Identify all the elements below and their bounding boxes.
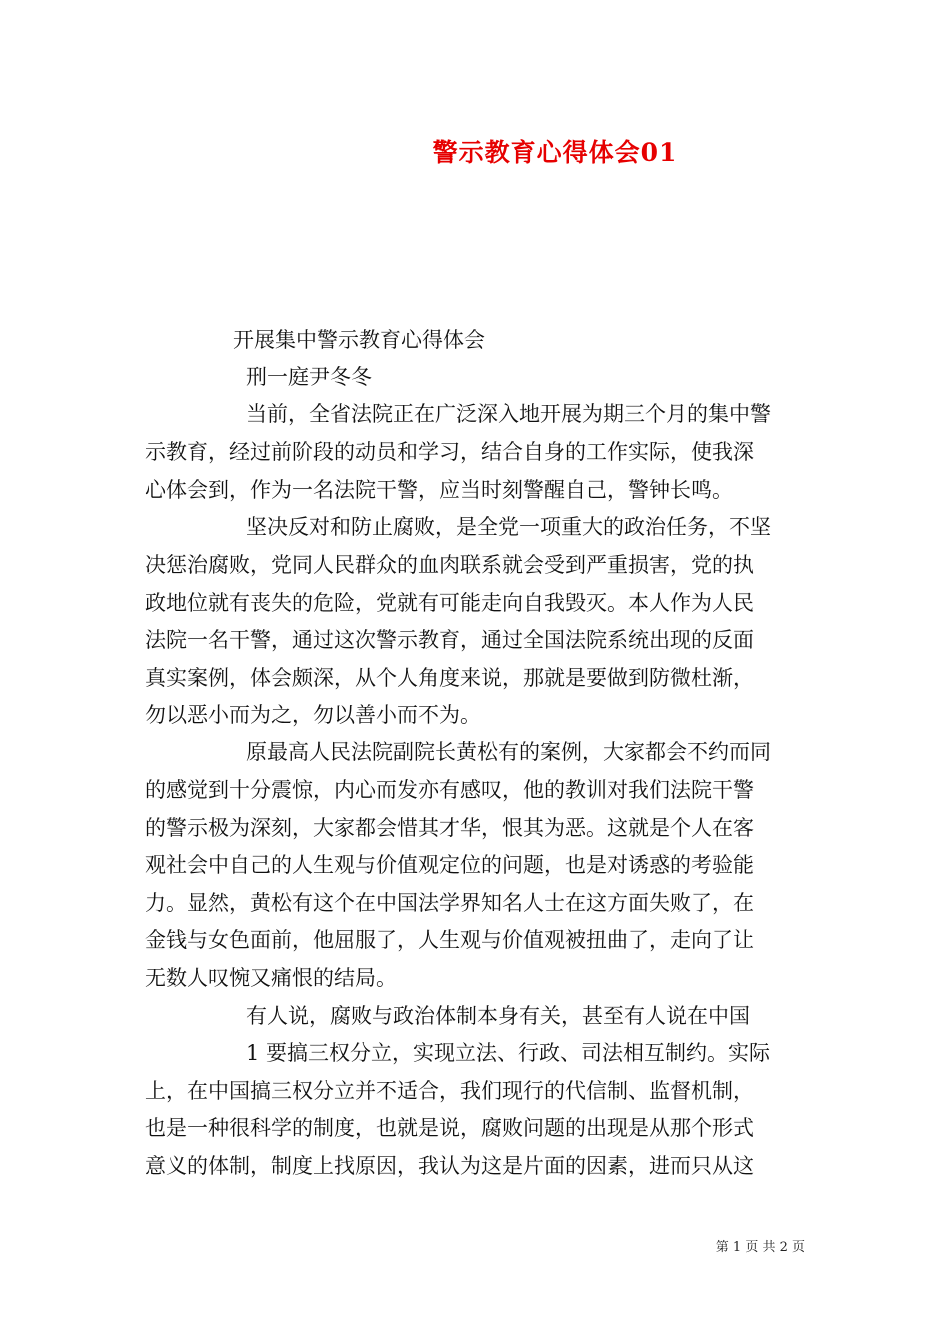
body-line: 示教育，经过前阶段的动员和学习，结合自身的工作实际，使我深 xyxy=(145,440,754,464)
body-line: 观社会中自己的人生观与价值观定位的问题，也是对诱惑的考验能 xyxy=(145,853,754,877)
body-line: 坚决反对和防止腐败，是全党一项重大的政治任务，不坚 xyxy=(246,515,771,539)
body-line: 当前，全省法院正在广泛深入地开展为期三个月的集中警 xyxy=(246,402,771,426)
body-line: 心体会到，作为一名法院干警，应当时刻警醒自己，警钟长鸣。 xyxy=(145,478,733,502)
body-line: 法院一名干警，通过这次警示教育，通过全国法院系统出现的反面 xyxy=(145,628,754,652)
body-line: 金钱与女色面前，他屈服了，人生观与价值观被扭曲了，走向了让 xyxy=(145,928,754,952)
body-line: 勿以恶小而为之，勿以善小而不为。 xyxy=(145,703,481,727)
body-line: 决惩治腐败，党同人民群众的血肉联系就会受到严重损害，党的执 xyxy=(145,553,754,577)
page-number-footer: 第 1 页 共 2 页 xyxy=(715,1240,805,1255)
body-line: 也是一种很科学的制度，也就是说，腐败问题的出现是从那个形式 xyxy=(145,1116,754,1140)
body-line: 1 要搞三权分立，实现立法、行政、司法相互制约。实际 xyxy=(246,1041,771,1065)
subtitle-line: 开展集中警示教育心得体会 xyxy=(233,328,485,352)
body-line: 意义的体制，制度上找原因，我认为这是片面的因素，进而只从这 xyxy=(145,1154,754,1178)
body-line: 的感觉到十分震惊，内心而发亦有感叹，他的教训对我们法院干警 xyxy=(145,778,754,802)
body-line: 无数人叹惋又痛恨的结局。 xyxy=(145,966,397,990)
body-line: 的警示极为深刻，大家都会惜其才华，恨其为恶。这就是个人在客 xyxy=(145,816,754,840)
author-line: 刑一庭尹冬冬 xyxy=(246,365,372,389)
body-line: 有人说，腐败与政治体制本身有关，甚至有人说在中国 xyxy=(246,1004,750,1028)
body-line: 力。显然，黄松有这个在中国法学界知名人士在这方面失败了，在 xyxy=(145,891,754,915)
body-line: 真实案例，体会颇深，从个人角度来说，那就是要做到防微杜渐， xyxy=(145,666,754,690)
body-line: 政地位就有丧失的危险，党就有可能走向自我毁灭。本人作为人民 xyxy=(145,591,754,615)
body-line: 原最高人民法院副院长黄松有的案例，大家都会不约而同 xyxy=(246,740,771,764)
body-line: 上，在中国搞三权分立并不适合，我们现行的代信制、监督机制， xyxy=(145,1079,754,1103)
document-title: 警示教育心得体会01 xyxy=(432,138,678,167)
